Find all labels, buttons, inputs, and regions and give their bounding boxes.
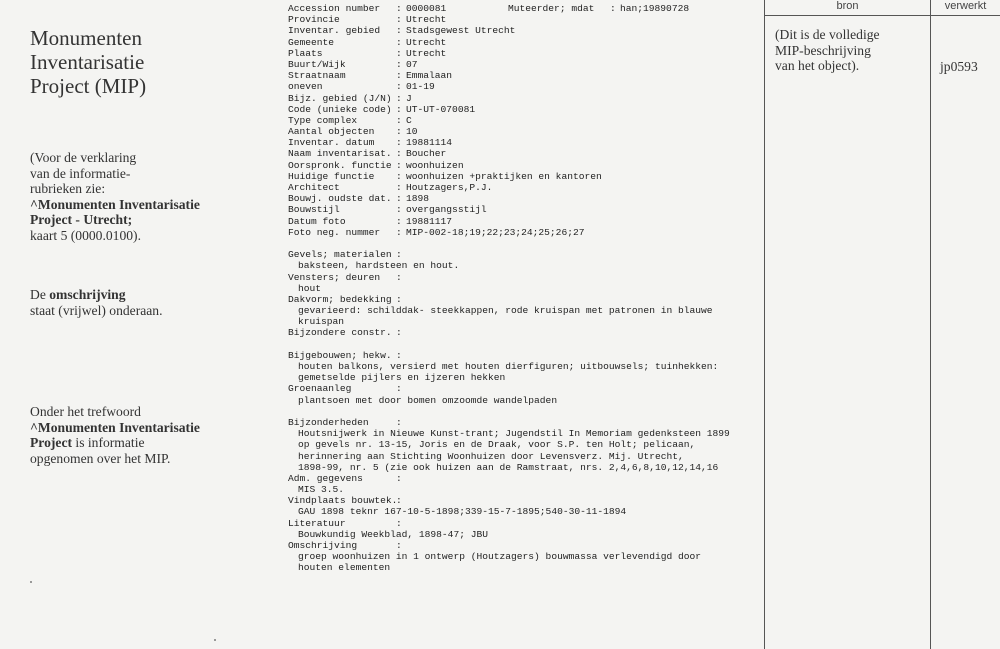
field-value: 10 <box>406 126 418 138</box>
field-value: Utrecht <box>406 36 447 48</box>
section-text-line: op gevels nr. 13-15, Joris en de Draak, voor S.P. ten Holt; pelicaan, <box>298 439 696 451</box>
description-note <box>30 287 270 318</box>
record-field <box>288 126 758 137</box>
note-text: De <box>30 287 50 302</box>
section-label-text: Bijgebouwen; hekw. <box>288 349 392 361</box>
field-value: MIP-002-18;19;22;23;24;25;26;27 <box>406 226 585 238</box>
field-separator: : <box>396 182 402 193</box>
section-text-line: MIS 3.5. <box>298 484 345 496</box>
record-field <box>288 115 758 126</box>
field-value: UT-UT-070081 <box>406 103 476 115</box>
record-field <box>288 171 758 182</box>
field-value: 01-19 <box>406 81 435 93</box>
field-separator: : <box>396 137 402 149</box>
header-divider <box>764 15 1000 16</box>
record-field <box>288 93 758 104</box>
note-bold: omschrijving <box>49 287 126 302</box>
field-separator: : <box>396 517 402 529</box>
keyword-note <box>30 404 270 466</box>
field-separator: : <box>396 416 402 428</box>
note-line: van de informatie- <box>30 165 131 181</box>
field-separator: : <box>396 215 402 227</box>
record-field <box>288 3 758 14</box>
section-text-line: Houtsnijwerk in Nieuwe Kunst-trant; Jugendstil In Memoriam gedenksteen 1899 <box>298 428 730 440</box>
card-title <box>30 26 146 98</box>
section-label <box>288 540 758 551</box>
field-value: overgangsstijl <box>406 204 487 216</box>
field-label: Plaats <box>288 47 323 59</box>
record-field <box>288 182 758 193</box>
section-label <box>288 294 758 305</box>
record-field <box>288 193 758 204</box>
record-field <box>288 104 758 115</box>
section-text-line: hout <box>298 282 322 294</box>
note-line: staat (vrijwel) onderaan. <box>30 302 163 318</box>
field-value: 19881114 <box>406 137 453 149</box>
section-label-text: Vensters; deuren <box>288 271 381 283</box>
note-bold: Project <box>30 435 73 451</box>
field-label: Datum foto <box>288 215 346 227</box>
field-value: woonhuizen <box>406 159 464 171</box>
section-label-text: Omschrijving <box>288 540 358 551</box>
section-label <box>288 518 758 529</box>
column-header-bron: bron <box>836 0 859 12</box>
note-bold: ^Monumenten Inventarisatie <box>30 419 200 435</box>
record-field <box>288 137 758 148</box>
record-field <box>288 148 758 159</box>
field-separator: : <box>396 327 402 339</box>
note-text: is informatie <box>72 435 145 451</box>
record-field <box>288 25 758 36</box>
source-note-line: van het object). <box>775 58 860 74</box>
field-separator: : <box>396 540 402 551</box>
section-label <box>288 327 758 338</box>
record-field <box>288 37 758 48</box>
field-separator: : <box>396 170 402 182</box>
scan-speck <box>214 639 216 641</box>
mip-record <box>288 3 758 574</box>
scan-speck <box>30 581 32 583</box>
field-value: woonhuizen +praktijken en kantoren <box>406 170 602 182</box>
note-line: kaart 5 (0000.0100). <box>30 227 141 243</box>
field-separator: : <box>396 495 402 507</box>
field-label: Type complex <box>288 114 358 126</box>
field-separator: : <box>396 103 402 115</box>
section-label-text: Dakvorm; bedekking <box>288 293 392 305</box>
section-label-text: Bijzonderheden <box>288 416 369 428</box>
note-reference-bold: ^Monumenten Inventarisatie <box>30 196 200 212</box>
record-field <box>288 14 758 25</box>
field-label: Foto neg. nummer <box>288 226 381 238</box>
section-text-line: plantsoen met door bomen omzoomde wandelpaden <box>298 394 558 406</box>
section-label-text: Adm. gegevens <box>288 472 363 484</box>
field-separator: : <box>396 14 402 26</box>
field-separator: : <box>396 36 402 48</box>
card-title-line: Project (MIP) <box>30 74 147 98</box>
field-label: Architect <box>288 182 340 193</box>
card-title-line: Inventarisatie <box>30 50 145 74</box>
field-separator: : <box>396 148 402 160</box>
field-label: Muteerder; mdat <box>508 3 595 14</box>
explanation-note <box>30 150 270 244</box>
field-separator: : <box>396 70 402 82</box>
section-text-line: Bouwkundig Weekblad, 1898-47; JBU <box>298 528 488 540</box>
field-separator: : <box>396 204 402 216</box>
section-text-line: baksteen, hardsteen en hout. <box>298 260 460 272</box>
field-label: Bouwstijl <box>288 204 340 216</box>
field-label: Gemeente <box>288 36 335 48</box>
field-label: Huidige functie <box>288 170 375 182</box>
section-text-line: kruispan <box>298 316 345 328</box>
section-label-text: Gevels; materialen <box>288 249 392 261</box>
field-label: Buurt/Wijk <box>288 58 346 70</box>
card-title-line: Monumenten <box>30 26 142 50</box>
field-separator: : <box>396 126 402 138</box>
field-separator: : <box>396 47 402 59</box>
record-field <box>288 216 758 227</box>
field-label: Inventar. datum <box>288 137 375 149</box>
field-label: Straatnaam <box>288 70 346 82</box>
field-label: Accession number <box>288 3 381 14</box>
field-value: Emmalaan <box>406 70 453 82</box>
field-separator: : <box>396 81 402 93</box>
field-label: Oorspronk. functie <box>288 159 392 171</box>
field-value: Boucher <box>406 148 447 160</box>
processed-code: jp0593 <box>940 59 978 74</box>
field-value: Utrecht <box>406 47 447 59</box>
column-header-verwerkt: verwerkt <box>944 0 987 12</box>
section-text-line: houten balkons, versierd met houten dierfiguren; uitbouwsels; tuinhekken: <box>298 361 719 372</box>
section-text-line: groep woonhuizen in 1 ontwerp (Houtzagers) bouwmassa verlevendigd door <box>298 551 702 563</box>
field-separator: : <box>396 349 402 361</box>
field-label: Provincie <box>288 14 340 26</box>
field-label: Inventar. gebied <box>288 25 381 37</box>
field-label: Aantal objecten <box>288 126 375 138</box>
record-field <box>288 204 758 215</box>
field-separator: : <box>396 92 402 104</box>
record-field <box>288 70 758 81</box>
field-value: Stadsgewest Utrecht <box>406 25 516 37</box>
field-label: Code (unieke code) <box>288 103 392 115</box>
record-field <box>288 81 758 92</box>
section-label <box>288 350 758 361</box>
section-label <box>288 495 758 506</box>
column-divider <box>764 0 765 649</box>
record-field <box>288 59 758 70</box>
note-line: Onder het trefwoord <box>30 404 141 419</box>
field-value: Utrecht <box>406 14 447 26</box>
section-text-line: GAU 1898 teknr 167-10-5-1898;339-15-7-1895;540-30-11-1894 <box>298 506 627 518</box>
field-separator: : <box>396 159 402 171</box>
spacer <box>288 406 758 417</box>
field-separator: : <box>396 193 402 205</box>
field-value: 1898 <box>406 193 430 205</box>
source-note-line: (Dit is de volledige <box>775 27 880 42</box>
field-separator: : <box>396 3 402 14</box>
record-field <box>288 227 758 238</box>
section-label-text: Bijzondere constr. <box>288 327 392 339</box>
note-line: (Voor de verklaring <box>30 150 137 165</box>
column-divider <box>930 0 931 649</box>
section-label-text: Literatuur <box>288 517 346 529</box>
section-label <box>288 249 758 260</box>
section-text-line: gevarieerd: schilddak- steekkappen, rode kruispan met patronen in blauwe <box>298 305 713 317</box>
section-label <box>288 473 758 484</box>
field-value: C <box>406 114 412 126</box>
note-line: rubrieken zie: <box>30 181 106 197</box>
field-separator: : <box>396 25 402 37</box>
source-note-line: MIP-beschrijving <box>775 42 871 58</box>
note-reference-bold: Project - Utrecht; <box>30 212 133 228</box>
field-label: Bouwj. oudste dat. <box>288 193 392 205</box>
section-text-line: gemetselde pijlers en ijzeren hekken <box>298 372 506 384</box>
field-label: Bijz. gebied (J/N) <box>288 92 392 104</box>
field-separator: : <box>396 58 402 70</box>
field-separator: : <box>396 271 402 283</box>
field-separator: : <box>396 249 402 261</box>
section-label-text: Groenaanleg <box>288 383 352 395</box>
section-label <box>288 417 758 428</box>
field-label: oneven <box>288 81 323 93</box>
field-value: Houtzagers,P.J. <box>406 182 493 193</box>
section-label <box>288 272 758 283</box>
section-text-line: 1898-99, nr. 5 (zie ook huizen aan de Ramstraat, nrs. 2,4,6,8,10,12,14,16 <box>298 461 719 473</box>
field-value: 07 <box>406 58 418 70</box>
field-value: 0000081 <box>406 3 447 14</box>
record-field <box>288 160 758 171</box>
field-separator: : <box>396 472 402 484</box>
field-label: Naam inventarisat. <box>288 148 392 160</box>
record-field <box>288 48 758 59</box>
spacer <box>288 238 758 249</box>
field-separator: : <box>396 226 402 238</box>
section-label <box>288 383 758 394</box>
spacer <box>288 339 758 350</box>
source-note <box>775 27 880 74</box>
section-text-line: houten elementen <box>298 562 391 574</box>
field-value: han;19890728 <box>620 3 690 14</box>
note-line: opgenomen over het MIP. <box>30 450 171 466</box>
field-separator: : <box>396 383 402 395</box>
field-separator: : <box>396 293 402 305</box>
field-separator: : <box>396 114 402 126</box>
field-separator: : <box>610 3 616 14</box>
section-label-text: Vindplaats bouwtek. <box>288 495 398 507</box>
field-value: 19881117 <box>406 215 453 227</box>
field-value: J <box>406 92 412 104</box>
section-text-line: herinnering aan Stichting Woonhuizen door Levensverz. Mij. Utrecht, <box>298 450 684 462</box>
